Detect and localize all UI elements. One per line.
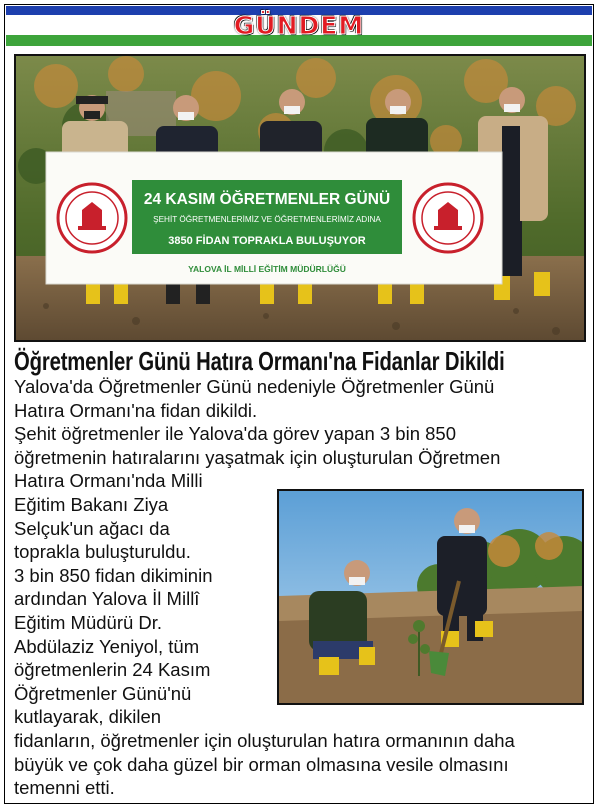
body-line: ardından Yalova İl Millî	[14, 588, 200, 610]
banner-line3: 3850 FİDAN TOPRAKLA BULUŞUYOR	[168, 235, 366, 247]
body-line: Hatıra Ormanı'na fidan dikildi.	[14, 399, 258, 421]
body-line: öğretmenin hatıralarını yaşatmak için oluşturulan Öğretmen	[14, 446, 501, 468]
section-header	[6, 6, 592, 46]
banner-line2: ŞEHİT ÖĞRETMENLERİMİZ VE ÖĞRETMENLERİMİZ ADINA	[153, 215, 381, 224]
body-line: Eğitim Bakanı Ziya	[14, 494, 169, 515]
main-photo	[14, 54, 586, 342]
body-line: Abdülaziz Yeniyol, tüm	[14, 635, 200, 657]
body-line: fidanların, öğretmenler için oluşturulan hatıra ormanının daha	[14, 730, 515, 751]
banner-footer: YALOVA İL MİLLİ EĞİTİM MÜDÜRLÜĞÜ	[188, 264, 346, 274]
body-line: kutlayarak, dikilen	[14, 706, 162, 728]
secondary-photo	[277, 489, 584, 705]
body-line: Hatıra Ormanı'nda Milli	[14, 470, 203, 492]
body-line: toprakla buluşturuldu.	[14, 541, 191, 563]
body-line: Öğretmenler Günü'nü	[14, 682, 192, 704]
body-line: temenni etti.	[14, 777, 115, 799]
body-line: Selçuk'un ağacı da	[14, 517, 170, 539]
body-line: Eğitim Müdürü Dr.	[14, 612, 163, 633]
body-line: büyük ve çok daha güzel bir orman olmasına vesile olmasını	[14, 753, 509, 775]
article-headline: Öğretmenler Günü Hatıra Ormanı'na Fidanlar Dikildi	[14, 346, 505, 376]
section-title: GÜNDEM	[233, 11, 365, 40]
body-line: Yalova'da Öğretmenler Günü nedeniyle Öğretmenler Günü	[14, 376, 495, 397]
body-line: öğretmenlerin 24 Kasım	[14, 659, 211, 681]
body-line: Şehit öğretmenler ile Yalova'da görev yapan 3 bin 850	[14, 423, 457, 445]
body-line: 3 bin 850 fidan dikiminin	[14, 564, 213, 586]
banner-line1: 24 KASIM ÖĞRETMENLER GÜNÜ	[143, 191, 391, 208]
